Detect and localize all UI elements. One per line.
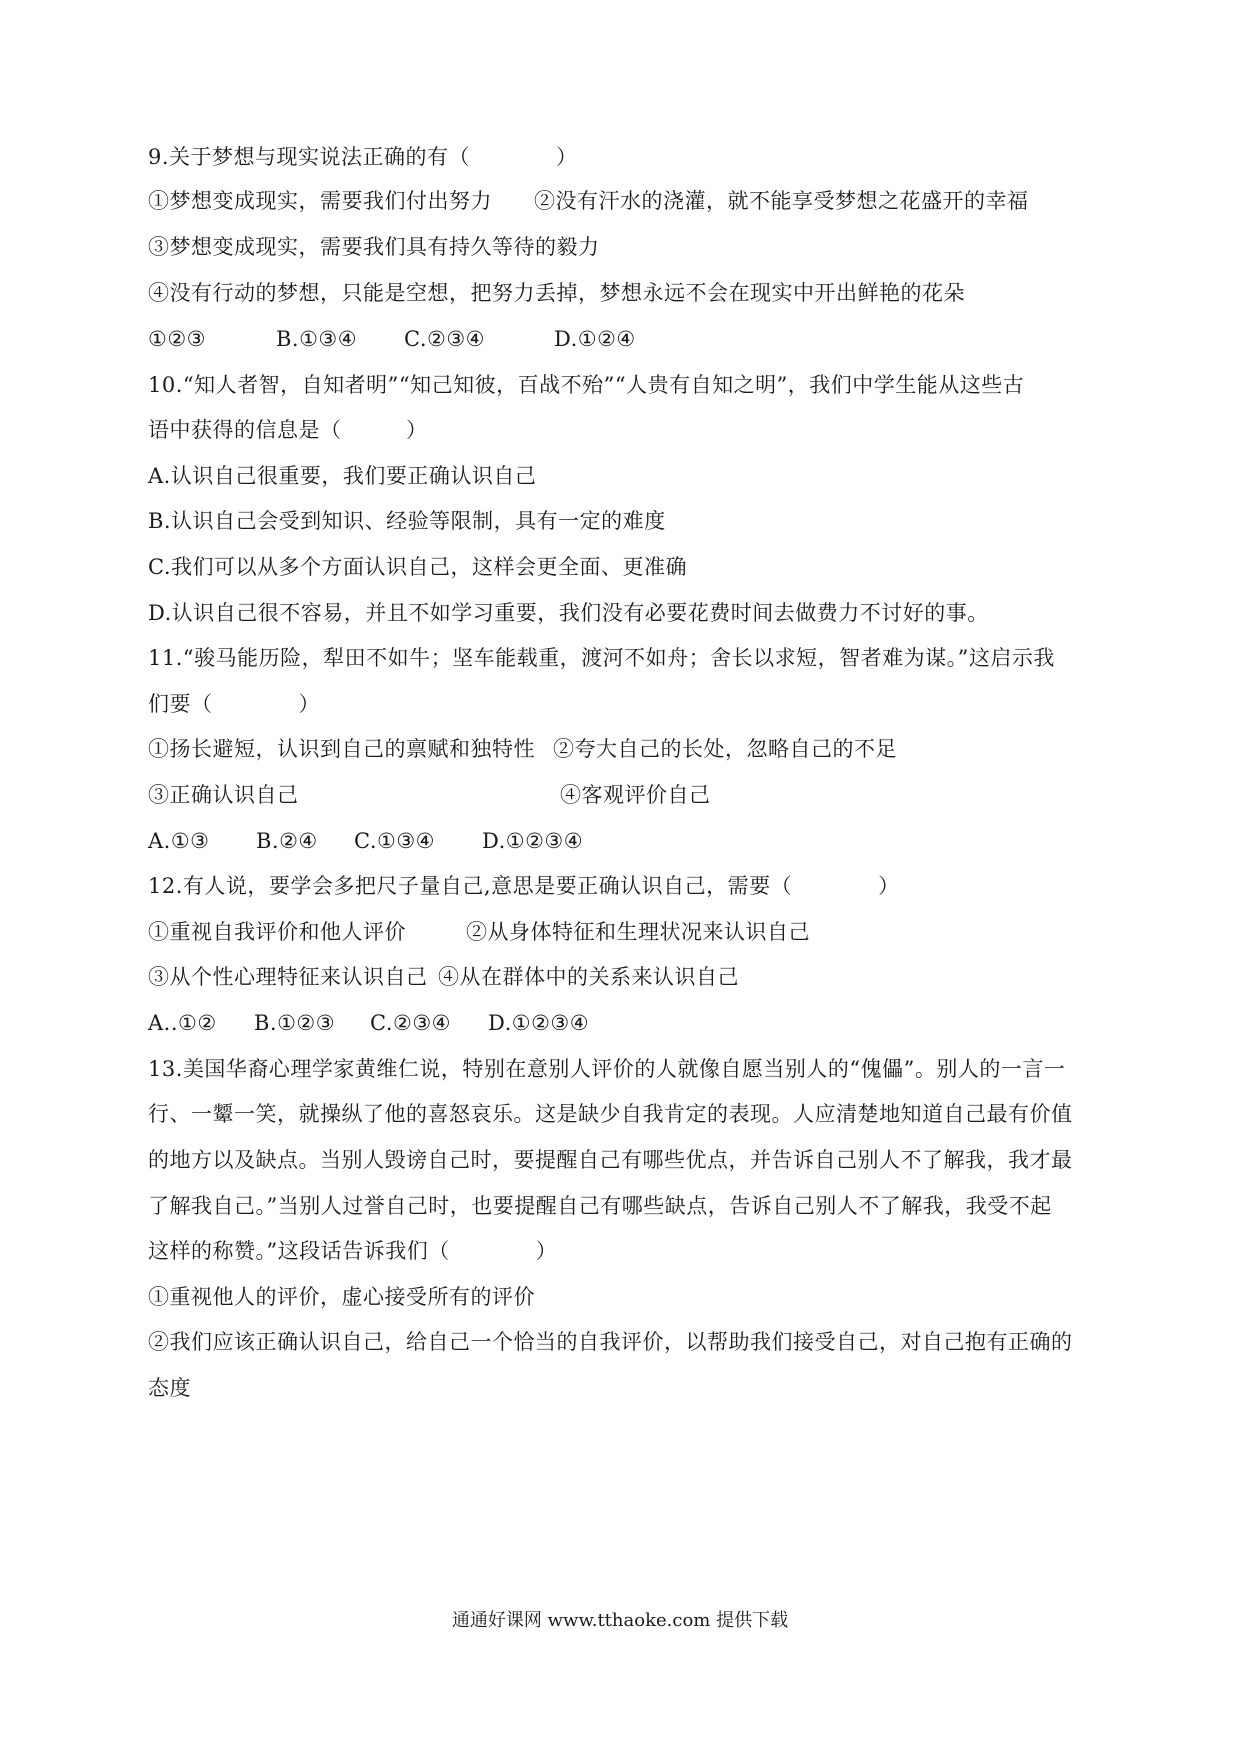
q9-statement-2: ②没有汗水的浇灌，就不能享受梦想之花盛开的幸福	[534, 189, 1029, 213]
q9-option-b: B.①③④	[276, 327, 358, 351]
q12-option-b: B.①②③	[254, 1011, 336, 1035]
page-footer: 通通好课网 www.tthaoke.com 提供下载	[451, 1610, 789, 1631]
q11-option-b: B.②④	[256, 829, 318, 853]
q13-statement-2-line1: ②我们应该正确认识自己，给自己一个恰当的自我评价，以帮助我们接受自己，对自己抱有正确的	[148, 1330, 1073, 1354]
q12-option-c: C.②③④	[370, 1011, 451, 1035]
q13-statement-1: ①重视他人的评价，虚心接受所有的评价	[148, 1285, 535, 1309]
q13-stem-line1: 13.美国华裔心理学家黄维仁说，特别在意别人评价的人就像自愿当别人的“傀儡”。别人的一言一	[148, 1057, 1066, 1081]
q12-statement-3: ③从个性心理特征来认识自己	[148, 965, 428, 989]
q11-statement-1: ①扬长避短，认识到自己的禀赋和独特性	[148, 737, 535, 761]
q9-option-a: ①②③	[148, 327, 206, 351]
q12-stem: 12.有人说，要学会多把尺子量自己,意思是要正确认识自己，需要（ ）	[148, 874, 900, 898]
q10-stem-line2: 语中获得的信息是（ ）	[148, 418, 428, 442]
q9-stem: 9.关于梦想与现实说法正确的有（ ）	[148, 145, 578, 169]
q11-statements-row1	[148, 735, 1108, 763]
q9-statement-3: ③梦想变成现实，需要我们具有持久等待的毅力	[148, 235, 600, 259]
q9-statement-4: ④没有行动的梦想，只能是空想，把努力丢掉，梦想永远不会在现实中开出鲜艳的花朵	[148, 281, 965, 305]
q13-stem-line5: 这样的称赞。”这段话告诉我们（ ）	[148, 1239, 558, 1263]
q10-option-a: A.认识自己很重要，我们要正确认识自己	[148, 464, 537, 488]
q9-statements-row1	[148, 187, 1108, 215]
q10-option-c: C.我们可以从多个方面认识自己，这样会更全面、更准确	[148, 555, 687, 579]
q12-statements-row1	[148, 918, 1108, 946]
q11-statements-row2	[148, 781, 1108, 809]
q11-option-c: C.①③④	[354, 829, 435, 853]
q11-options	[148, 827, 1108, 855]
q12-statement-2: ②从身体特征和生理状况来认识自己	[466, 920, 810, 944]
q11-statement-3: ③正确认识自己	[148, 783, 299, 807]
q12-statement-1: ①重视自我评价和他人评价	[148, 920, 406, 944]
q9-option-c: C.②③④	[404, 327, 485, 351]
q12-statements-row2	[148, 963, 1108, 991]
q9-options	[148, 325, 1108, 353]
q11-option-d: D.①②③④	[482, 829, 584, 853]
q13-stem-line4: 了解我自己。”当别人过誉自己时，也要提醒自己有哪些缺点，告诉自己别人不了解我，我受不起	[148, 1194, 1052, 1218]
q11-stem-line1: 11.“骏马能历险，犁田不如牛；坚车能载重，渡河不如舟；舍长以求短，智者难为谋。”这启示我	[148, 646, 1055, 670]
q12-statement-4: ④从在群体中的关系来认识自己	[438, 965, 739, 989]
q12-options	[148, 1009, 1108, 1037]
q11-statement-2: ②夸大自己的长处，忽略自己的不足	[553, 737, 897, 761]
q13-stem-line2: 行、一颦一笑，就操纵了他的喜怒哀乐。这是缺少自我肯定的表现。人应清楚地知道自己最有价值	[148, 1102, 1073, 1126]
q12-option-a: A..①②	[148, 1011, 217, 1035]
q9-statement-1: ①梦想变成现实，需要我们付出努力	[148, 189, 492, 213]
q9-option-d: D.①②④	[554, 327, 636, 351]
q10-option-d: D.认识自己很不容易，并且不如学习重要，我们没有必要花费时间去做费力不讨好的事。	[148, 601, 989, 625]
q11-stem-line2: 们要（ ）	[148, 692, 320, 716]
q12-option-d: D.①②③④	[488, 1011, 590, 1035]
q13-stem-line3: 的地方以及缺点。当别人毁谤自己时，要提醒自己有哪些优点，并告诉自己别人不了解我，我才最	[148, 1148, 1073, 1172]
q11-statement-4: ④客观评价自己	[560, 783, 711, 807]
q10-option-b: B.认识自己会受到知识、经验等限制，具有一定的难度	[148, 509, 666, 533]
q10-stem-line1: 10.“知人者智，自知者明”“知己知彼，百战不殆”“人贵有自知之明”，我们中学生能从这些古	[148, 373, 1025, 397]
q13-statement-2-line2: 态度	[148, 1376, 191, 1400]
q11-option-a: A.①③	[148, 829, 210, 853]
